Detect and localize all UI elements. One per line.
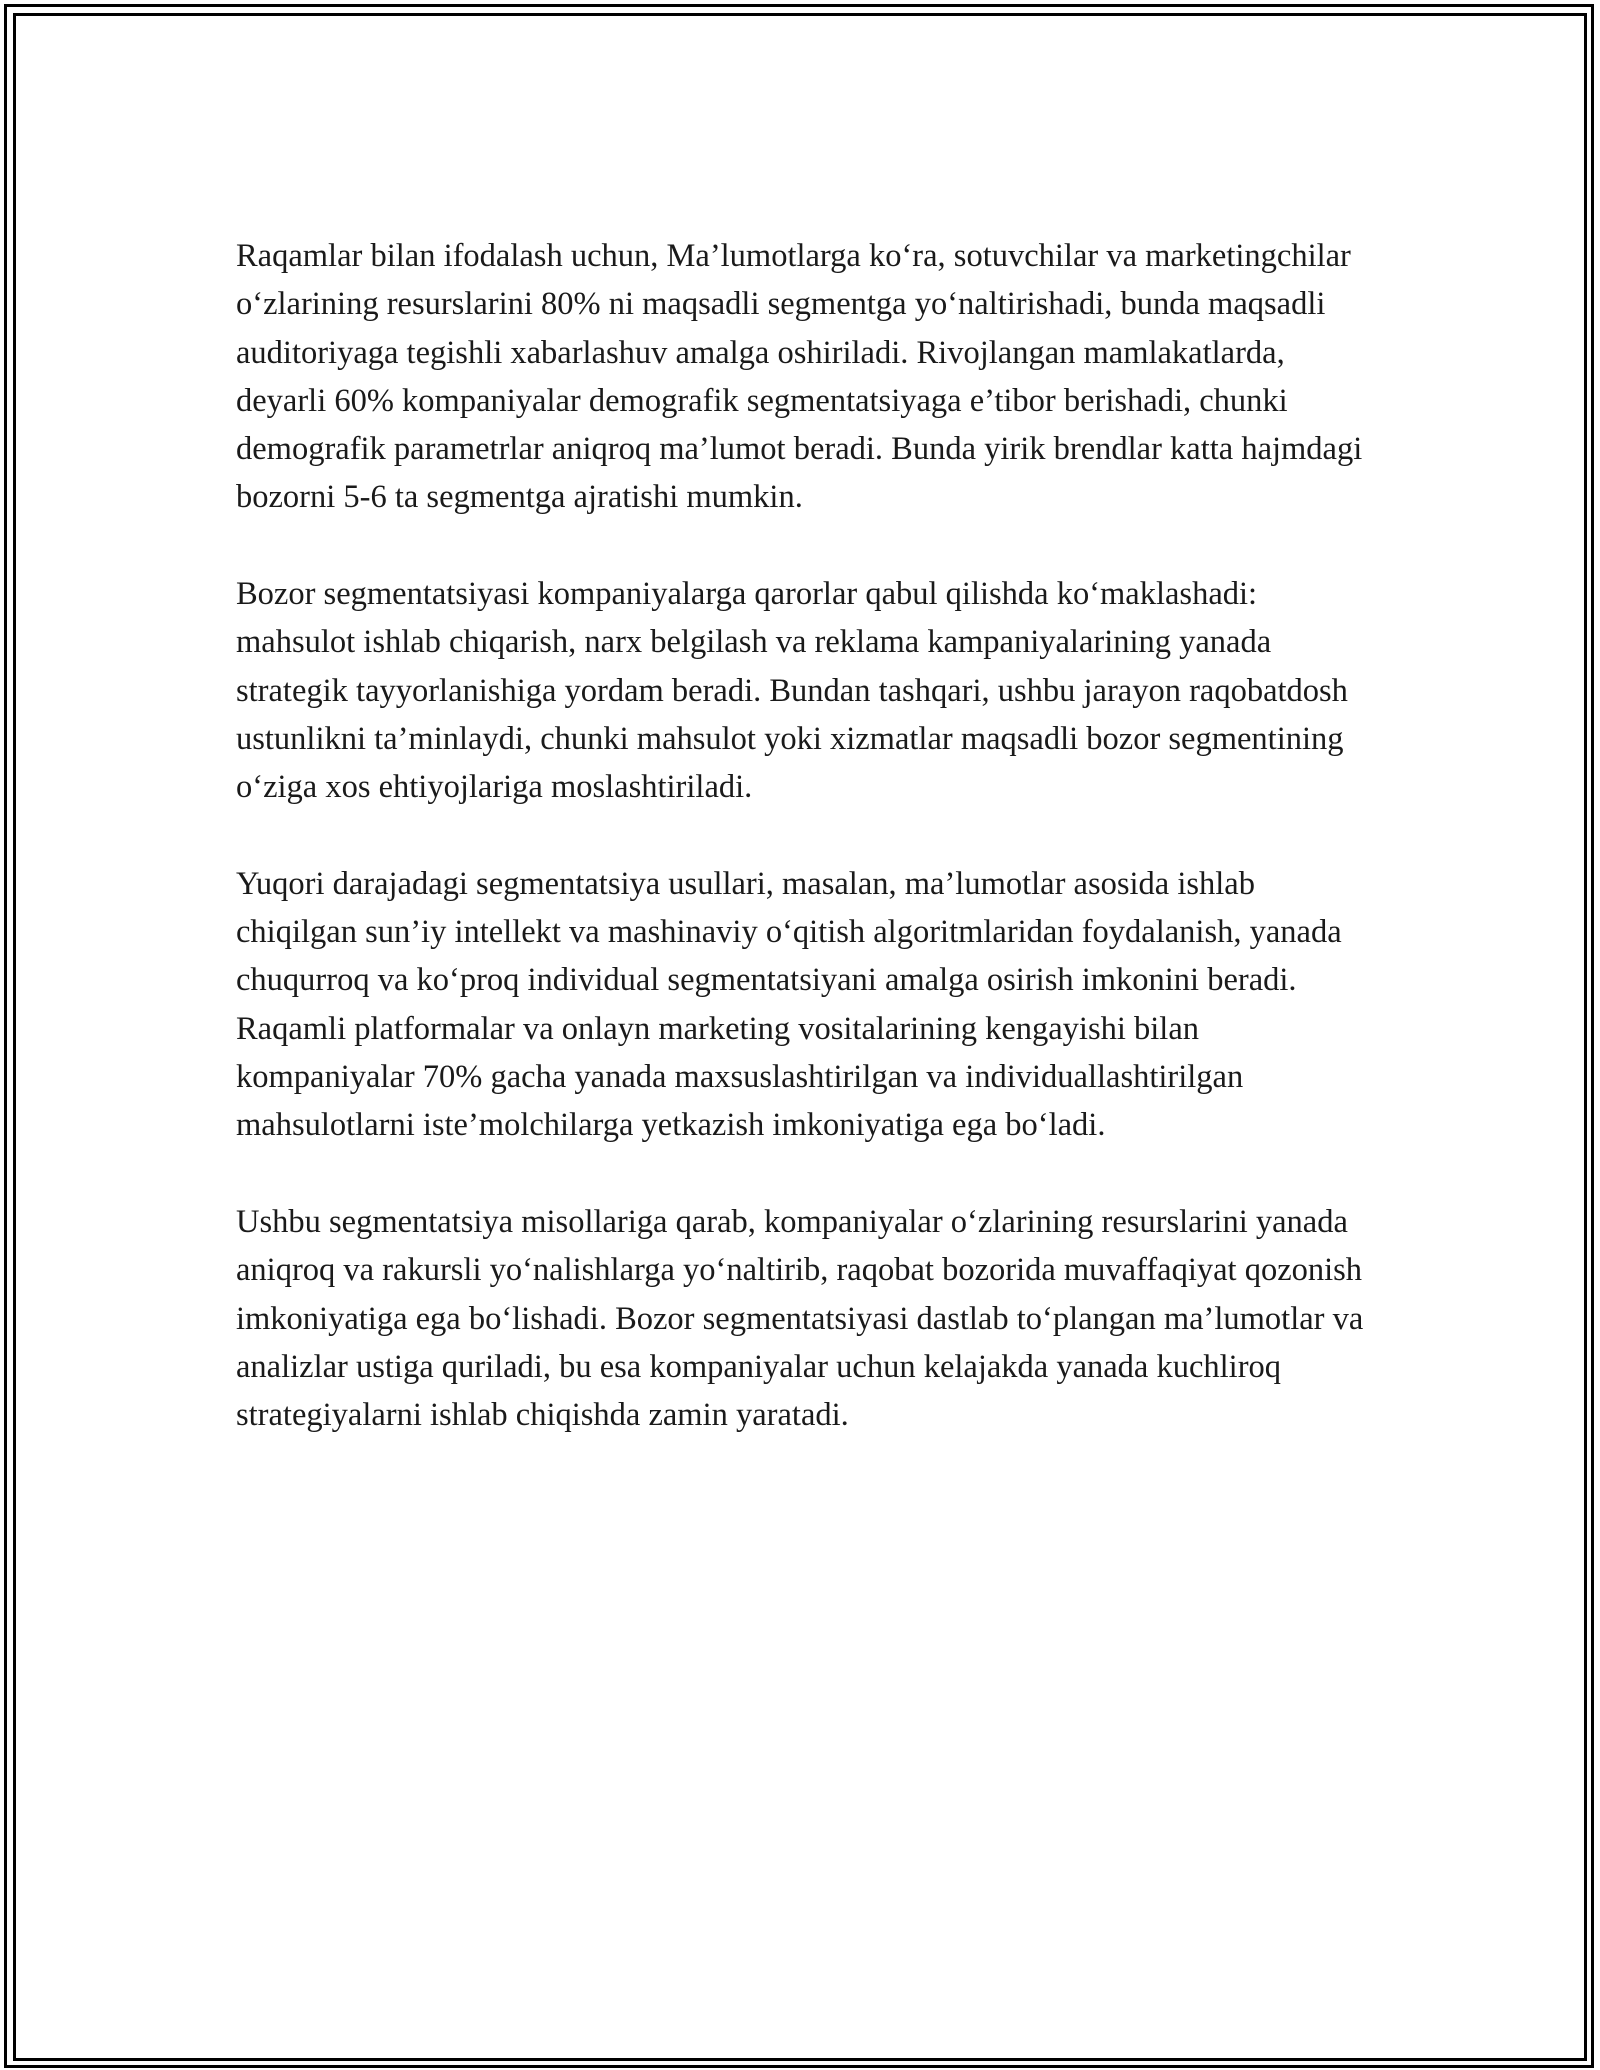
paragraph-decision-support: Bozor segmentatsiyasi kompaniyalarga qarorlar qabul qilishda ko‘maklashadi: mahsulot ishlab chiqarish, narx belgilash va reklama kampaniyalarining yanada strategik tayyorlanishiga yordam beradi. Bundan tashqari, ushbu jarayon raqobatdosh ustunlikni ta’minlaydi, chunki mahsulot yoki xizmatlar maqsadli bozor segmentining o‘ziga xos ehtiyojlariga moslashtiriladi. [236, 576, 1348, 806]
document-body [236, 232, 1376, 1488]
paragraph-advanced-methods: Yuqori darajadagi segmentatsiya usullari, masalan, ma’lumotlar asosida ishlab chiqilgan sun’iy intellekt va mashinaviy o‘qitish algoritmlaridan foydalanish, yanada chuqurroq va ko‘proq individual segmentatsiyani amalga osirish imkonini beradi. Raqamli platformalar va onlayn marketing vositalarining kengayishi bilan kompaniyalar 70% gacha yanada maxsuslashtirilgan va individuallashtirilgan mahsulotlarni iste’molchilarga yetkazish imkoniyatiga ega bo‘ladi. [236, 865, 1342, 1144]
paragraph-conclusion: Ushbu segmentatsiya misollariga qarab, kompaniyalar o‘zlarining resurslarini yanada aniqroq va rakursli yo‘nalishlarga yo‘naltirib, raqobat bozorida muvaffaqiyat qozonish imkoniyatiga ega bo‘lishadi. Bozor segmentatsiyasi dastlab to‘plangan ma’lumotlar va analizlar ustiga quriladi, bu esa kompaniyalar uchun kelajakda yanada kuchliroq strategiyalarni ishlab chiqishda zamin yaratadi. [236, 1203, 1364, 1434]
paragraph-segment-statistics: Raqamlar bilan ifodalash uchun, Ma’lumotlarga ko‘ra, sotuvchilar va marketingchilar o‘zlarining resurslarini 80% ni maqsadli segmentga yo‘naltirishadi, bunda maqsadli auditoriyaga tegishli xabarlashuv amalga oshiriladi. Rivojlangan mamlakatlarda, deyarli 60% kompaniyalar demografik segmentatsiyaga e’tibor berishadi, chunki demografik parametrlar aniqroq ma’lumot beradi. Bunda yirik brendlar katta hajmdagi bozorni 5-6 ta segmentga ajratishi mumkin. [236, 238, 1363, 516]
